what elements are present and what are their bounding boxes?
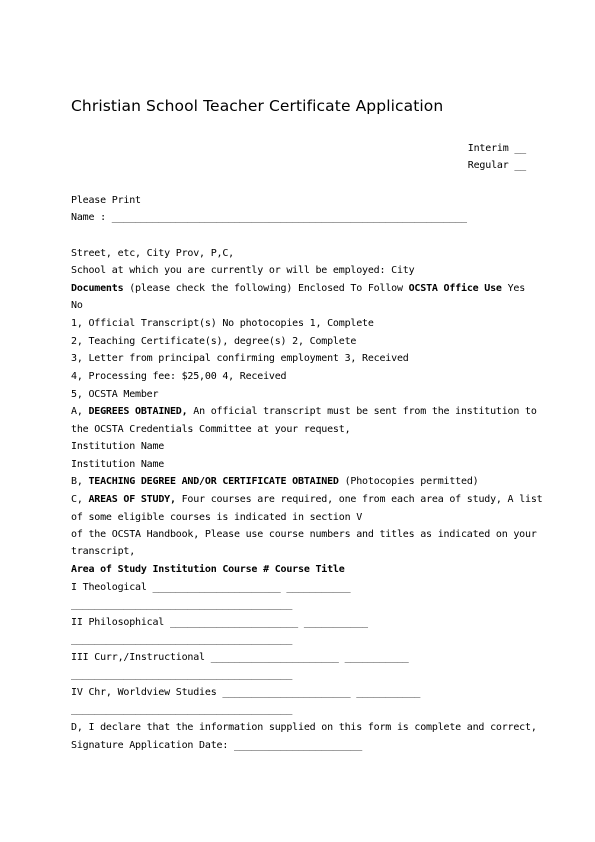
area-row-worldview[interactable]: IV Chr, Worldview Studies ______________________ ___________ <box>71 687 421 698</box>
area-row-underline[interactable]: ______________________________________ <box>71 599 293 610</box>
signature-date-field[interactable]: Signature Application Date: ______________________ <box>71 740 363 751</box>
please-print-label: Please Print <box>71 195 141 206</box>
section-a-text-continued: the OCSTA Credentials Committee at your request, <box>71 424 351 435</box>
area-row-philosophical[interactable]: II Philosophical ______________________ ___________ <box>71 617 368 628</box>
section-d-declaration: D, I declare that the information supplied on this form is complete and correct, <box>71 722 537 733</box>
document-title: Christian School Teacher Certificate Application <box>71 97 444 115</box>
section-a-prefix: A, <box>71 406 89 417</box>
institution-name-field[interactable]: Institution Name <box>71 459 165 470</box>
name-field[interactable]: Name : _____________________________________________________________ <box>71 212 467 223</box>
document-item[interactable]: 3, Letter from principal confirming employment 3, Received <box>71 353 409 364</box>
interim-checkbox-line[interactable]: Interim __ <box>467 143 526 154</box>
section-b-text: (Photocopies permitted) <box>338 476 479 487</box>
section-b-line <box>71 476 478 488</box>
section-a-heading: DEGREES OBTAINED, <box>88 406 188 417</box>
document-item[interactable]: 2, Teaching Certificate(s), degree(s) 2, Complete <box>71 336 357 347</box>
office-use-heading: OCSTA Office Use <box>408 283 502 294</box>
regular-checkbox-line[interactable]: Regular __ <box>467 160 526 171</box>
section-c-line <box>71 494 542 506</box>
area-row-curriculum[interactable]: III Curr,/Instructional ______________________ ___________ <box>71 652 409 663</box>
areas-table-header: Area of Study Institution Course # Course Title <box>71 564 345 575</box>
section-c-text: Four courses are required, one from each area of study, A list <box>175 494 543 505</box>
section-a-line <box>71 406 537 418</box>
section-b-heading: TEACHING DEGREE AND/OR CERTIFICATE OBTAINED <box>88 476 339 487</box>
no-label: No <box>71 300 83 311</box>
document-item[interactable]: 4, Processing fee: $25,00 4, Received <box>71 371 287 382</box>
section-b-prefix: B, <box>71 476 89 487</box>
documents-instructions: (please check the following) Enclosed To Follow <box>123 283 409 294</box>
section-a-text: An official transcript must be sent from the institution to <box>187 406 537 417</box>
area-row-underline[interactable]: ______________________________________ <box>71 669 293 680</box>
area-row-theological[interactable]: I Theological ______________________ ___________ <box>71 582 351 593</box>
area-row-underline[interactable]: ______________________________________ <box>71 704 293 715</box>
street-field-label: Street, etc, City Prov, P,C, <box>71 248 234 259</box>
school-field-label: School at which you are currently or will be employed: City <box>71 265 415 276</box>
section-c-text-continued: of some eligible courses is indicated in section V <box>71 512 363 523</box>
document-item[interactable]: 5, OCSTA Member <box>71 389 159 400</box>
section-c-text-continued: transcript, <box>71 546 136 557</box>
documents-line <box>71 283 525 295</box>
section-c-text-continued: of the OCSTA Handbook, Please use course numbers and titles as indicated on your <box>71 529 537 540</box>
section-c-heading: AREAS OF STUDY, <box>88 494 176 505</box>
institution-name-field[interactable]: Institution Name <box>71 441 165 452</box>
documents-heading: Documents <box>71 283 124 294</box>
section-c-prefix: C, <box>71 494 89 505</box>
area-row-underline[interactable]: ______________________________________ <box>71 634 293 645</box>
document-item[interactable]: 1, Official Transcript(s) No photocopies 1, Complete <box>71 318 374 329</box>
yes-label: Yes <box>501 283 526 294</box>
